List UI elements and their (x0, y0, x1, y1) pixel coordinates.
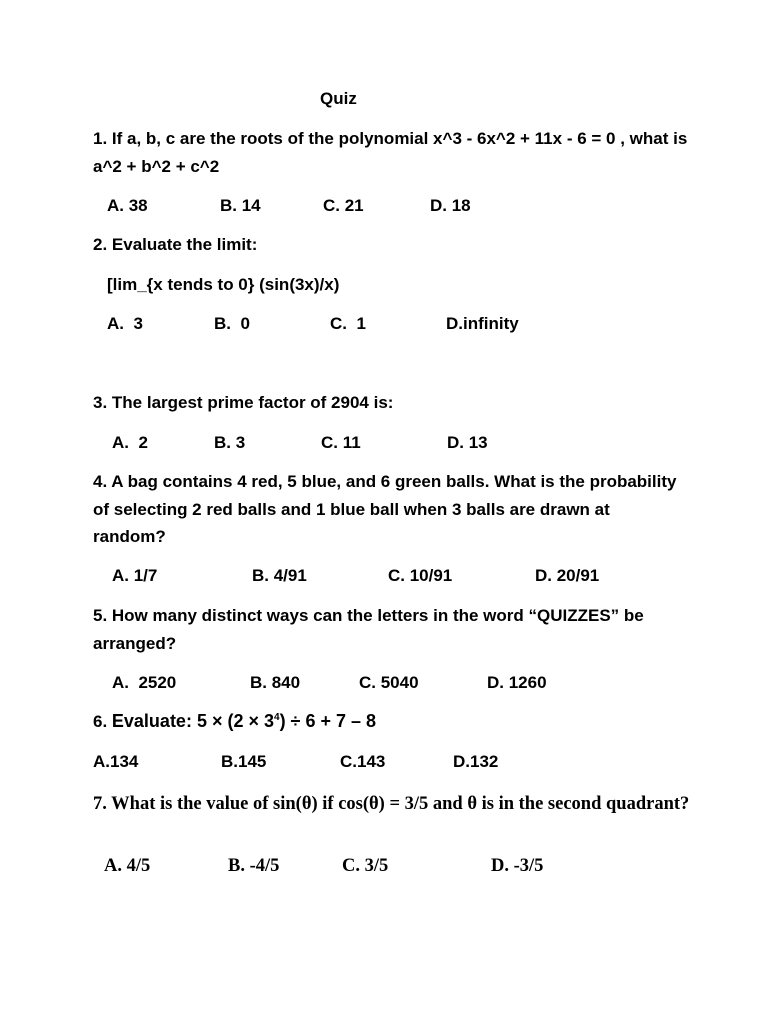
question-6-option-b: B.145 (221, 752, 267, 771)
question-2-option-d: D.infinity (446, 314, 519, 333)
question-2: 2. Evaluate the limit: (93, 235, 258, 254)
question-5-option-d: D. 1260 (487, 673, 547, 692)
question-4-options (0, 565, 768, 587)
question-2-option-c: C. 1 (330, 314, 366, 333)
question-2-expression: [lim_{x tends to 0} (sin(3x)/x) (107, 275, 340, 294)
question-7-option-a: A. 4/5 (104, 856, 151, 876)
question-6-option-c: C.143 (340, 752, 386, 771)
question-3-options (0, 432, 768, 454)
question-5-option-a: A. 2520 (112, 673, 177, 692)
question-5-option-c: C. 5040 (359, 673, 419, 692)
question-6-exponent: 4 (274, 712, 280, 723)
question-6-suffix: ) ÷ 6 + 7 – 8 (279, 711, 376, 731)
question-2-option-a: A. 3 (107, 314, 143, 333)
question-3-option-a: A. 2 (112, 433, 148, 452)
question-4-option-c: C. 10/91 (388, 566, 453, 585)
question-1: 1. If a, b, c are the roots of the polynomial x^3 - 6x^2 + 11x - 6 = 0 , what is a^2 + b^2 + c^2 (93, 129, 688, 176)
question-4: 4. A bag contains 4 red, 5 blue, and 6 green balls. What is the probability of selecting 2 red balls and 1 blue ball when 3 balls are drawn at random? (93, 472, 677, 546)
question-7: 7. What is the value of sin(θ) if cos(θ) = 3/5 and θ is in the second quadrant? (93, 794, 690, 814)
question-1-option-c: C. 21 (323, 196, 364, 215)
question-7-options (0, 855, 768, 877)
question-1-option-b: B. 14 (220, 196, 261, 215)
question-4-option-d: D. 20/91 (535, 566, 600, 585)
question-1-option-d: D. 18 (430, 196, 471, 215)
question-6 (93, 708, 693, 736)
question-2-options (0, 313, 768, 335)
quiz-title: Quiz (320, 89, 357, 108)
question-5: 5. How many distinct ways can the letters in the word “QUIZZES” be arranged? (93, 606, 644, 653)
question-6-main: Evaluate: 5 × (2 × 3 (111, 711, 274, 731)
question-3: 3. The largest prime factor of 2904 is: (93, 393, 394, 412)
question-1-option-a: A. 38 (107, 196, 148, 215)
question-4-option-b: B. 4/91 (252, 566, 307, 585)
question-7-option-b: B. -4/5 (228, 856, 280, 876)
question-3-option-c: C. 11 (321, 433, 361, 452)
question-7-option-c: C. 3/5 (342, 856, 389, 876)
question-6-option-a: A.134 (93, 752, 139, 771)
question-6-option-d: D.132 (453, 752, 499, 771)
question-3-option-d: D. 13 (447, 433, 488, 452)
question-1-options (0, 195, 768, 217)
question-4-option-a: A. 1/7 (112, 566, 158, 585)
question-5-option-b: B. 840 (250, 673, 301, 692)
question-2-option-b: B. 0 (214, 314, 250, 333)
question-5-options (0, 672, 768, 694)
question-3-option-b: B. 3 (214, 433, 246, 452)
question-6-options (0, 751, 768, 773)
question-6-number: 6. (93, 712, 112, 731)
question-7-option-d: D. -3/5 (491, 856, 544, 876)
